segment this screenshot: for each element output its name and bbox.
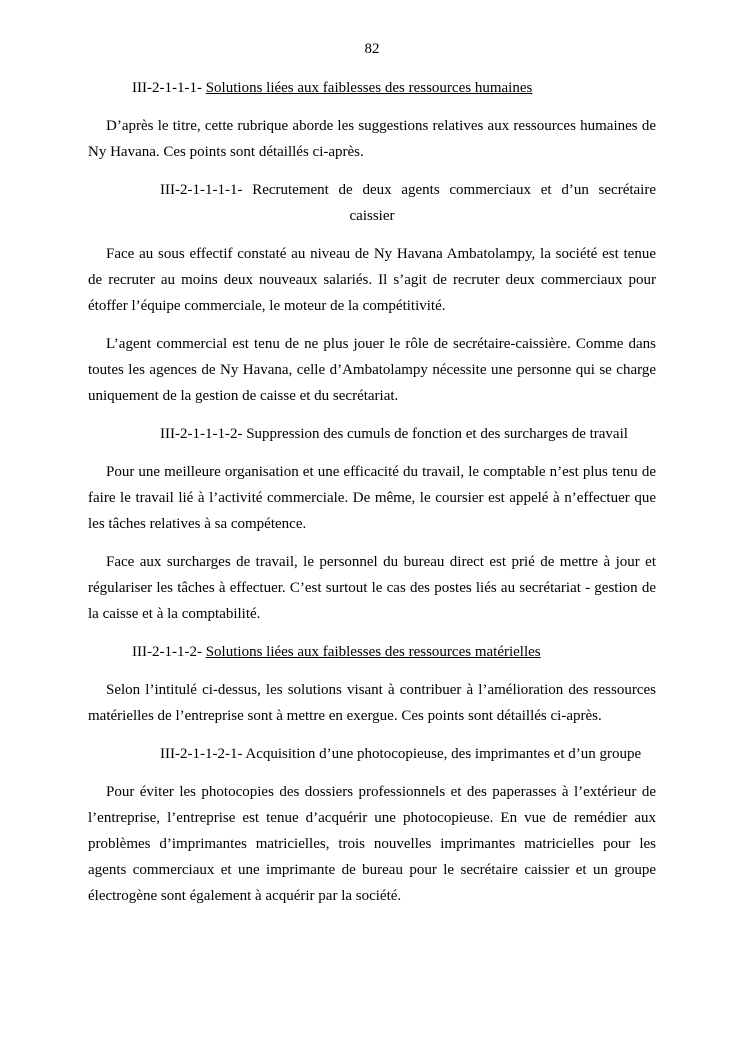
section-heading-ressources-materielles (132, 639, 656, 665)
page-number: 82 (364, 41, 380, 57)
heading-title: Solutions liées aux faiblesses des ressources matérielles (205, 644, 541, 660)
paragraph-intro-ressources-humaines: D’après le titre, cette rubrique aborde les suggestions relatives aux ressources humaines de Ny Havana. Ces points sont détaillés ci-après. (88, 118, 656, 160)
heading-number: III-2-1-1-2- (132, 644, 202, 660)
subsection-heading-acquisition: III-2-1-1-2-1- Acquisition d’une photocopieuse, des imprimantes et d’un groupe (160, 746, 642, 762)
subsection-heading-suppression-cumuls: III-2-1-1-1-2- Suppression des cumuls de fonction et des surcharges de travail (160, 426, 628, 442)
paragraph-organisation-travail: Pour une meilleure organisation et une efficacité du travail, le comptable n’est plus tenu de faire le travail lié à l’activité commerciale. De même, le coursier est appelé à n’effectuer que les tâches relatives à sa compétence. (88, 464, 656, 532)
paragraph-sous-effectif: Face au sous effectif constaté au niveau de Ny Havana Ambatolampy, la société est tenue de recruter au moins deux nouveaux salariés. Il s’agit de recruter deux commerciaux pour étoffer l’équipe commerciale, le moteur de la compétitivité. (88, 246, 656, 314)
heading-number: III-2-1-1-1- (132, 80, 202, 96)
paragraph-surcharges-travail: Face aux surcharges de travail, le personnel du bureau direct est prié de mettre à jour et régulariser les tâches à effectuer. C’est surtout le cas des postes liés au secrétariat - gestion de la caisse et à la comptabilité. (88, 554, 656, 622)
heading-title: Solutions liées aux faiblesses des ressources humaines (205, 80, 533, 96)
paragraph-agent-commercial: L’agent commercial est tenu de ne plus jouer le rôle de secrétaire-caissière. Comme dans toutes les agences de Ny Havana, celle d’Ambatolampy nécessite une personne qui se charge uniquement de la gestion de caisse et du secrétariat. (88, 336, 656, 404)
paragraph-intro-ressources-materielles: Selon l’intitulé ci-dessus, les solutions visant à contribuer à l’amélioration des ressources matérielles de l’entreprise sont à mettre en exergue. Ces points sont détaillés ci-après. (88, 682, 656, 724)
paragraph-photocopieuse-imprimantes: Pour éviter les photocopies des dossiers professionnels et des paperasses à l’extérieur de l’entreprise, l’entreprise est tenue d’acquérir une photocopieuse. En vue de remédier aux problèmes d’imprimantes matricielles, trois nouvelles imprimantes matricielles pour les agents commerciaux et une imprimante de bureau pour le secrétaire caissier et un groupe électrogène sont également à acquérir par la société. (88, 784, 656, 904)
section-heading-ressources-humaines (132, 75, 656, 101)
subsection-heading-recrutement: III-2-1-1-1-1- Recrutement de deux agents commerciaux et d’un secrétaire caissier (160, 182, 656, 224)
